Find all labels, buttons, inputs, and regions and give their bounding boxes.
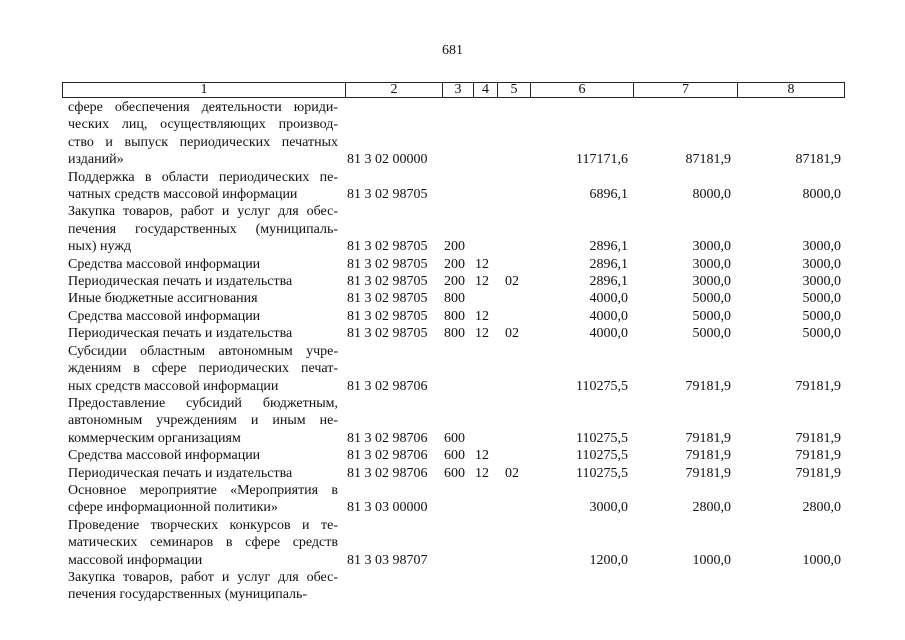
header-col-8: 8 [787,82,795,97]
section-code: 12 [475,308,489,324]
description-line: печения государственных (муниципаль- [68,221,338,237]
table-row [0,343,905,395]
table-row [0,569,905,604]
description-line: Периодическая печать и издательства [68,326,293,342]
description-line: Периодическая печать и издательства [68,465,293,481]
row-values [0,325,905,342]
amount-col-6: 110275,5 [576,378,628,394]
target-article-code: 81 3 02 00000 [347,152,428,168]
header-col-3: 3 [443,83,474,97]
table-row [0,395,905,447]
page-number: 681 [442,43,463,58]
amount-col-8: 79181,9 [795,465,841,481]
target-article-code: 81 3 02 98705 [347,187,428,203]
amount-col-7: 79181,9 [685,448,731,464]
amount-col-8: 79181,9 [795,378,841,394]
amount-col-6: 110275,5 [576,465,628,481]
amount-col-7: 5000,0 [692,308,731,324]
row-values [0,256,905,273]
description-line: Средства массовой информации [68,256,261,272]
table-row [0,169,905,204]
amount-col-6: 4000,0 [589,326,628,342]
amount-col-7: 3000,0 [692,239,731,255]
description-line: Средства массовой информации [68,308,261,324]
section-code: 12 [475,326,489,342]
row-values [0,447,905,464]
target-article-code: 81 3 02 98706 [347,430,428,446]
section-code: 12 [475,448,489,464]
amount-col-7: 5000,0 [692,326,731,342]
amount-col-8: 3000,0 [802,239,841,255]
expense-type-code: 200 [444,256,465,272]
header-col-4: 4 [474,83,498,97]
table-body [0,99,905,604]
row-values [0,273,905,290]
subsection-code: 02 [505,465,519,481]
amount-col-8: 3000,0 [802,256,841,272]
header-col-7: 7 [634,83,738,97]
amount-col-8: 2800,0 [802,500,841,516]
row-values [0,151,905,168]
amount-col-6: 2896,1 [589,274,628,290]
expense-type-code: 200 [444,239,465,255]
target-article-code: 81 3 02 98705 [347,308,428,324]
description-line: Закупка товаров, работ и услуг для обес- [68,569,338,585]
description-line: Предоставление субсидий бюджетным, [68,395,338,411]
description-line: ждениям в сфере периодических печат- [68,361,338,377]
amount-col-6: 6896,1 [589,187,628,203]
amount-col-7: 5000,0 [692,291,731,307]
table-row [0,308,905,325]
table-row [0,325,905,342]
amount-col-8: 79181,9 [795,430,841,446]
amount-col-8: 3000,0 [802,274,841,290]
amount-col-6: 110275,5 [576,448,628,464]
table-row [0,465,905,482]
amount-col-6: 3000,0 [589,500,628,516]
description-line: изданий» [68,152,124,168]
amount-col-6: 4000,0 [589,308,628,324]
row-values [0,465,905,482]
description-line: сфере информационной политики» [68,500,278,516]
row-values [0,430,905,447]
header-col-2: 2 [346,83,443,97]
amount-col-6: 110275,5 [576,430,628,446]
description-line: Средства массовой информации [68,448,261,464]
amount-col-7: 1000,0 [692,552,731,568]
target-article-code: 81 3 02 98705 [347,256,428,272]
target-article-code: 81 3 02 98705 [347,291,428,307]
row-values [0,499,905,516]
description-line: чатных средств массовой информации [68,187,298,203]
amount-col-6: 117171,6 [576,152,628,168]
row-values [0,186,905,203]
table-row [0,290,905,307]
amount-col-7: 79181,9 [685,378,731,394]
description-line: сфере обеспечения деятельности юриди- [68,100,338,115]
row-values [0,308,905,325]
subsection-code: 02 [505,274,519,290]
amount-col-6: 4000,0 [589,291,628,307]
header-col-5: 5 [498,83,531,97]
amount-col-6: 1200,0 [589,552,628,568]
description-line: ных средств массовой информации [68,378,279,394]
amount-col-6: 2896,1 [589,239,628,255]
table-row [0,99,905,169]
amount-col-7: 3000,0 [692,256,731,272]
expense-type-code: 600 [444,448,465,464]
target-article-code: 81 3 02 98705 [347,239,428,255]
table-row [0,482,905,517]
table-row [0,273,905,290]
amount-col-8: 5000,0 [802,291,841,307]
description-line: автономным учреждениям и иным не- [68,413,338,429]
description-line: печения государственных (муниципаль- [68,587,308,603]
subsection-code: 02 [505,326,519,342]
description-line: Периодическая печать и издательства [68,274,293,290]
amount-col-8: 5000,0 [802,308,841,324]
amount-col-8: 79181,9 [795,448,841,464]
amount-col-8: 8000,0 [802,187,841,203]
amount-col-7: 79181,9 [685,430,731,446]
section-code: 12 [475,274,489,290]
table-row [0,447,905,464]
table-row [0,203,905,255]
target-article-code: 81 3 03 00000 [347,500,428,516]
table-row [0,517,905,569]
section-code: 12 [475,465,489,481]
expense-type-code: 600 [444,430,465,446]
expense-type-code: 800 [444,326,465,342]
row-values [0,586,905,603]
row-values [0,238,905,255]
amount-col-7: 79181,9 [685,465,731,481]
expense-type-code: 200 [444,274,465,290]
header-col-6: 6 [531,83,634,97]
header-col-1: 1 [63,83,346,97]
description-line: Основное мероприятие «Мероприятия в [68,482,338,498]
description-line: Проведение творческих конкурсов и те- [68,517,338,533]
description-line: матических семинаров в сфере средств [68,535,338,551]
description-line: массовой информации [68,552,203,568]
description-line: Иные бюджетные ассигнования [68,291,258,307]
section-code: 12 [475,256,489,272]
amount-col-6: 2896,1 [589,256,628,272]
amount-col-8: 1000,0 [802,552,841,568]
description-line: Субсидии областным автономным учре- [68,343,338,359]
description-line: ческих лиц, осуществляющих производ- [68,117,338,133]
target-article-code: 81 3 02 98705 [347,326,428,342]
target-article-code: 81 3 02 98706 [347,448,428,464]
amount-col-8: 87181,9 [795,152,841,168]
target-article-code: 81 3 02 98705 [347,274,428,290]
description-line: Поддержка в области периодических пе- [68,169,338,185]
description-line: Закупка товаров, работ и услуг для обес- [68,204,338,220]
expense-type-code: 800 [444,291,465,307]
expense-type-code: 800 [444,308,465,324]
amount-col-7: 8000,0 [692,187,731,203]
row-values [0,552,905,569]
amount-col-7: 3000,0 [692,274,731,290]
description-line: ных) нужд [68,239,132,255]
row-values [0,378,905,395]
description-line: ство и выпуск периодических печатных [68,134,338,150]
target-article-code: 81 3 02 98706 [347,378,428,394]
amount-col-7: 2800,0 [692,500,731,516]
target-article-code: 81 3 03 98707 [347,552,428,568]
row-values [0,290,905,307]
target-article-code: 81 3 02 98706 [347,465,428,481]
amount-col-7: 87181,9 [685,152,731,168]
table-header-row [62,82,845,98]
expense-type-code: 600 [444,465,465,481]
description-line: коммерческим организациям [68,430,241,446]
amount-col-8: 5000,0 [802,326,841,342]
table-row [0,256,905,273]
